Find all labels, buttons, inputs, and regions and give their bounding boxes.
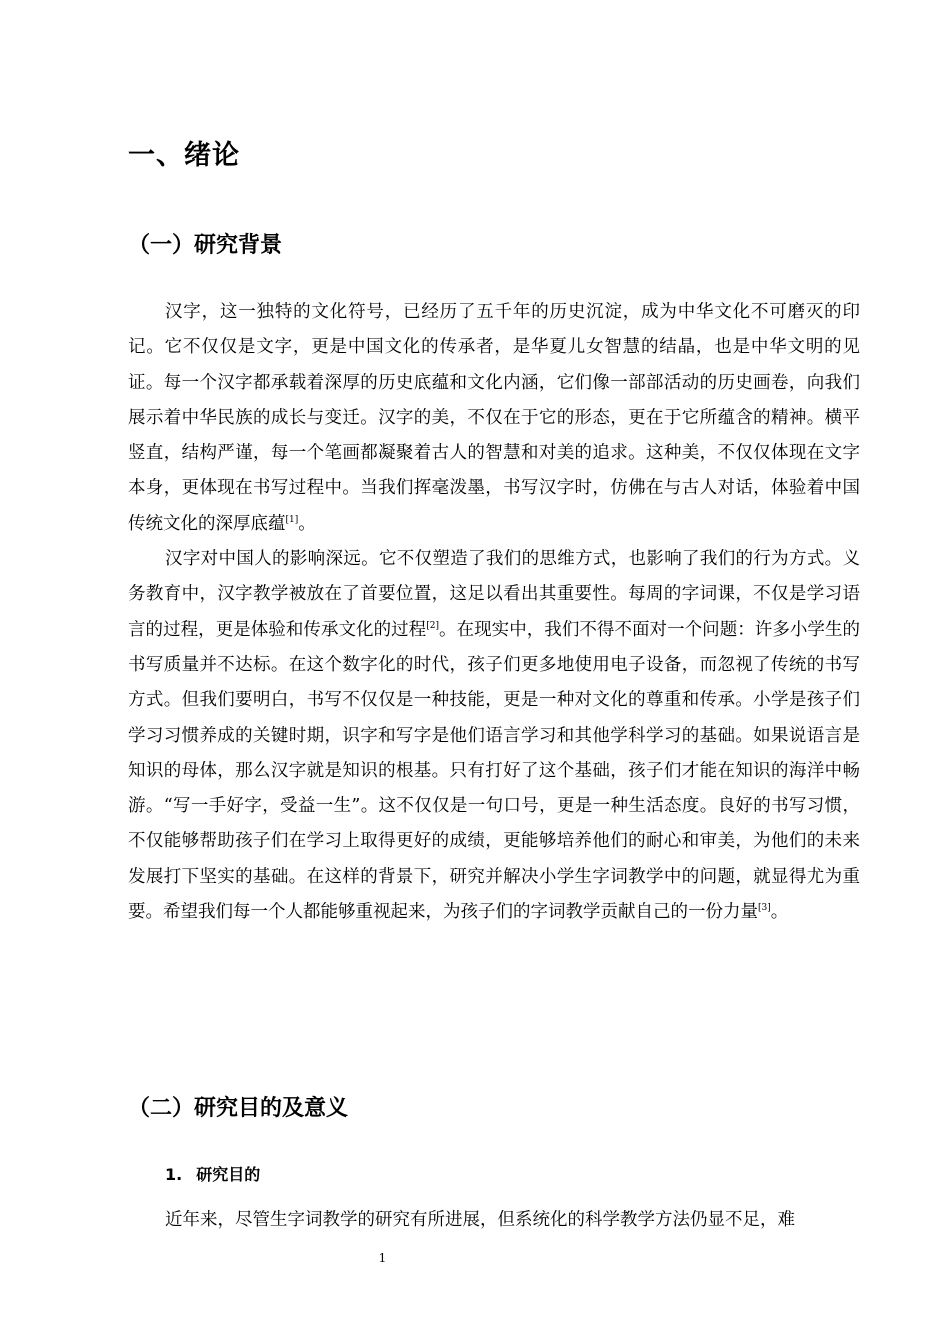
section-heading-background: （一）研究背景 — [128, 233, 283, 258]
section-heading-purpose: （二）研究目的及意义 — [128, 1096, 349, 1121]
paragraph-text: 。在现实中，我们不得不面对一个问题：许多小学生的书写质量并不达标。在这个数字化的时代，孩子们更多地使用电子设备，而忽视了传统的书写方式。但我们要明白，书写不仅仅是一种技能，更是一种对文化的尊重和传承。小学是孩子们学习习惯养成的关键时期，识字和写字是他们语言学习和其他学科学习的基础。如果说语言是知识的母体，那么汉字就是知识的根基。只有打好了这个基础，孩子们才能在知识的海洋中畅游。“写一手好字，受益一生”。这不仅仅是一句口号，更是一种生活态度。良好的书写习惯，不仅能够帮助孩子们在学习上取得更好的成绩，更能够培养他们的耐心和审美，为他们的未来发展打下坚实的基础。在这样的背景下，研究并解决小学生字词教学中的问题，就显得尤为重要。希望我们每一个人都能够重视起来，为孩子们的字词教学贡献自己的一份力量 — [128, 619, 861, 923]
paragraph-purpose-1 — [128, 1203, 860, 1238]
subsection-title: 研究目的 — [196, 1165, 261, 1184]
paragraph-text: 汉字对中国人的影响深远。它不仅塑造了我们的思维方式，也影响了我们的行为方式。义务教育中，汉字教学被放在了首要位置，这足以看出其重要性。每周的字词课，不仅是学习语言的过程，更是体验和传承文化的过程 — [128, 549, 860, 640]
citation-ref: [3] — [758, 903, 771, 914]
paragraph-text: 近年来，尽管生字词教学的研究有所进展，但系统化的科学教学方法仍显不足，难 — [165, 1210, 795, 1230]
paragraph-end: 。 — [770, 902, 789, 923]
citation-ref: [1] — [285, 514, 299, 525]
page-number: 1 — [378, 1251, 387, 1265]
subsection-number: 1. — [165, 1165, 183, 1184]
chapter-heading: 一、绪论 — [128, 140, 240, 171]
paragraph-background-2 — [128, 542, 860, 930]
background-text — [128, 295, 860, 930]
paragraph-end: 。 — [298, 513, 316, 534]
subsection-heading — [165, 1162, 260, 1185]
paragraph-text: 汉字，这一独特的文化符号，已经历了五千年的历史沉淀，成为中华文化不可磨灭的印记。它不仅仅是文字，更是中国文化的传承者，是华夏儿女智慧的结晶，也是中华文明的见证。每一个汉字都承载着深厚的历史底蕴和文化内涵，它们像一部部活动的历史画卷，向我们展示着中华民族的成长与变迁。汉字的美，不仅在于它的形态，更在于它所蕴含的精神。横平竖直，结构严谨，每一个笔画都凝聚着古人的智慧和对美的追求。这种美，不仅仅体现在文字本身，更体现在书写过程中。当我们挥毫泼墨，书写汉字时，仿佛在与古人对话，体验着中国传统文化的深厚底蕴 — [128, 302, 860, 534]
citation-ref: [2] — [426, 620, 439, 631]
paragraph-background-1 — [128, 295, 860, 542]
purpose-text — [128, 1203, 860, 1238]
